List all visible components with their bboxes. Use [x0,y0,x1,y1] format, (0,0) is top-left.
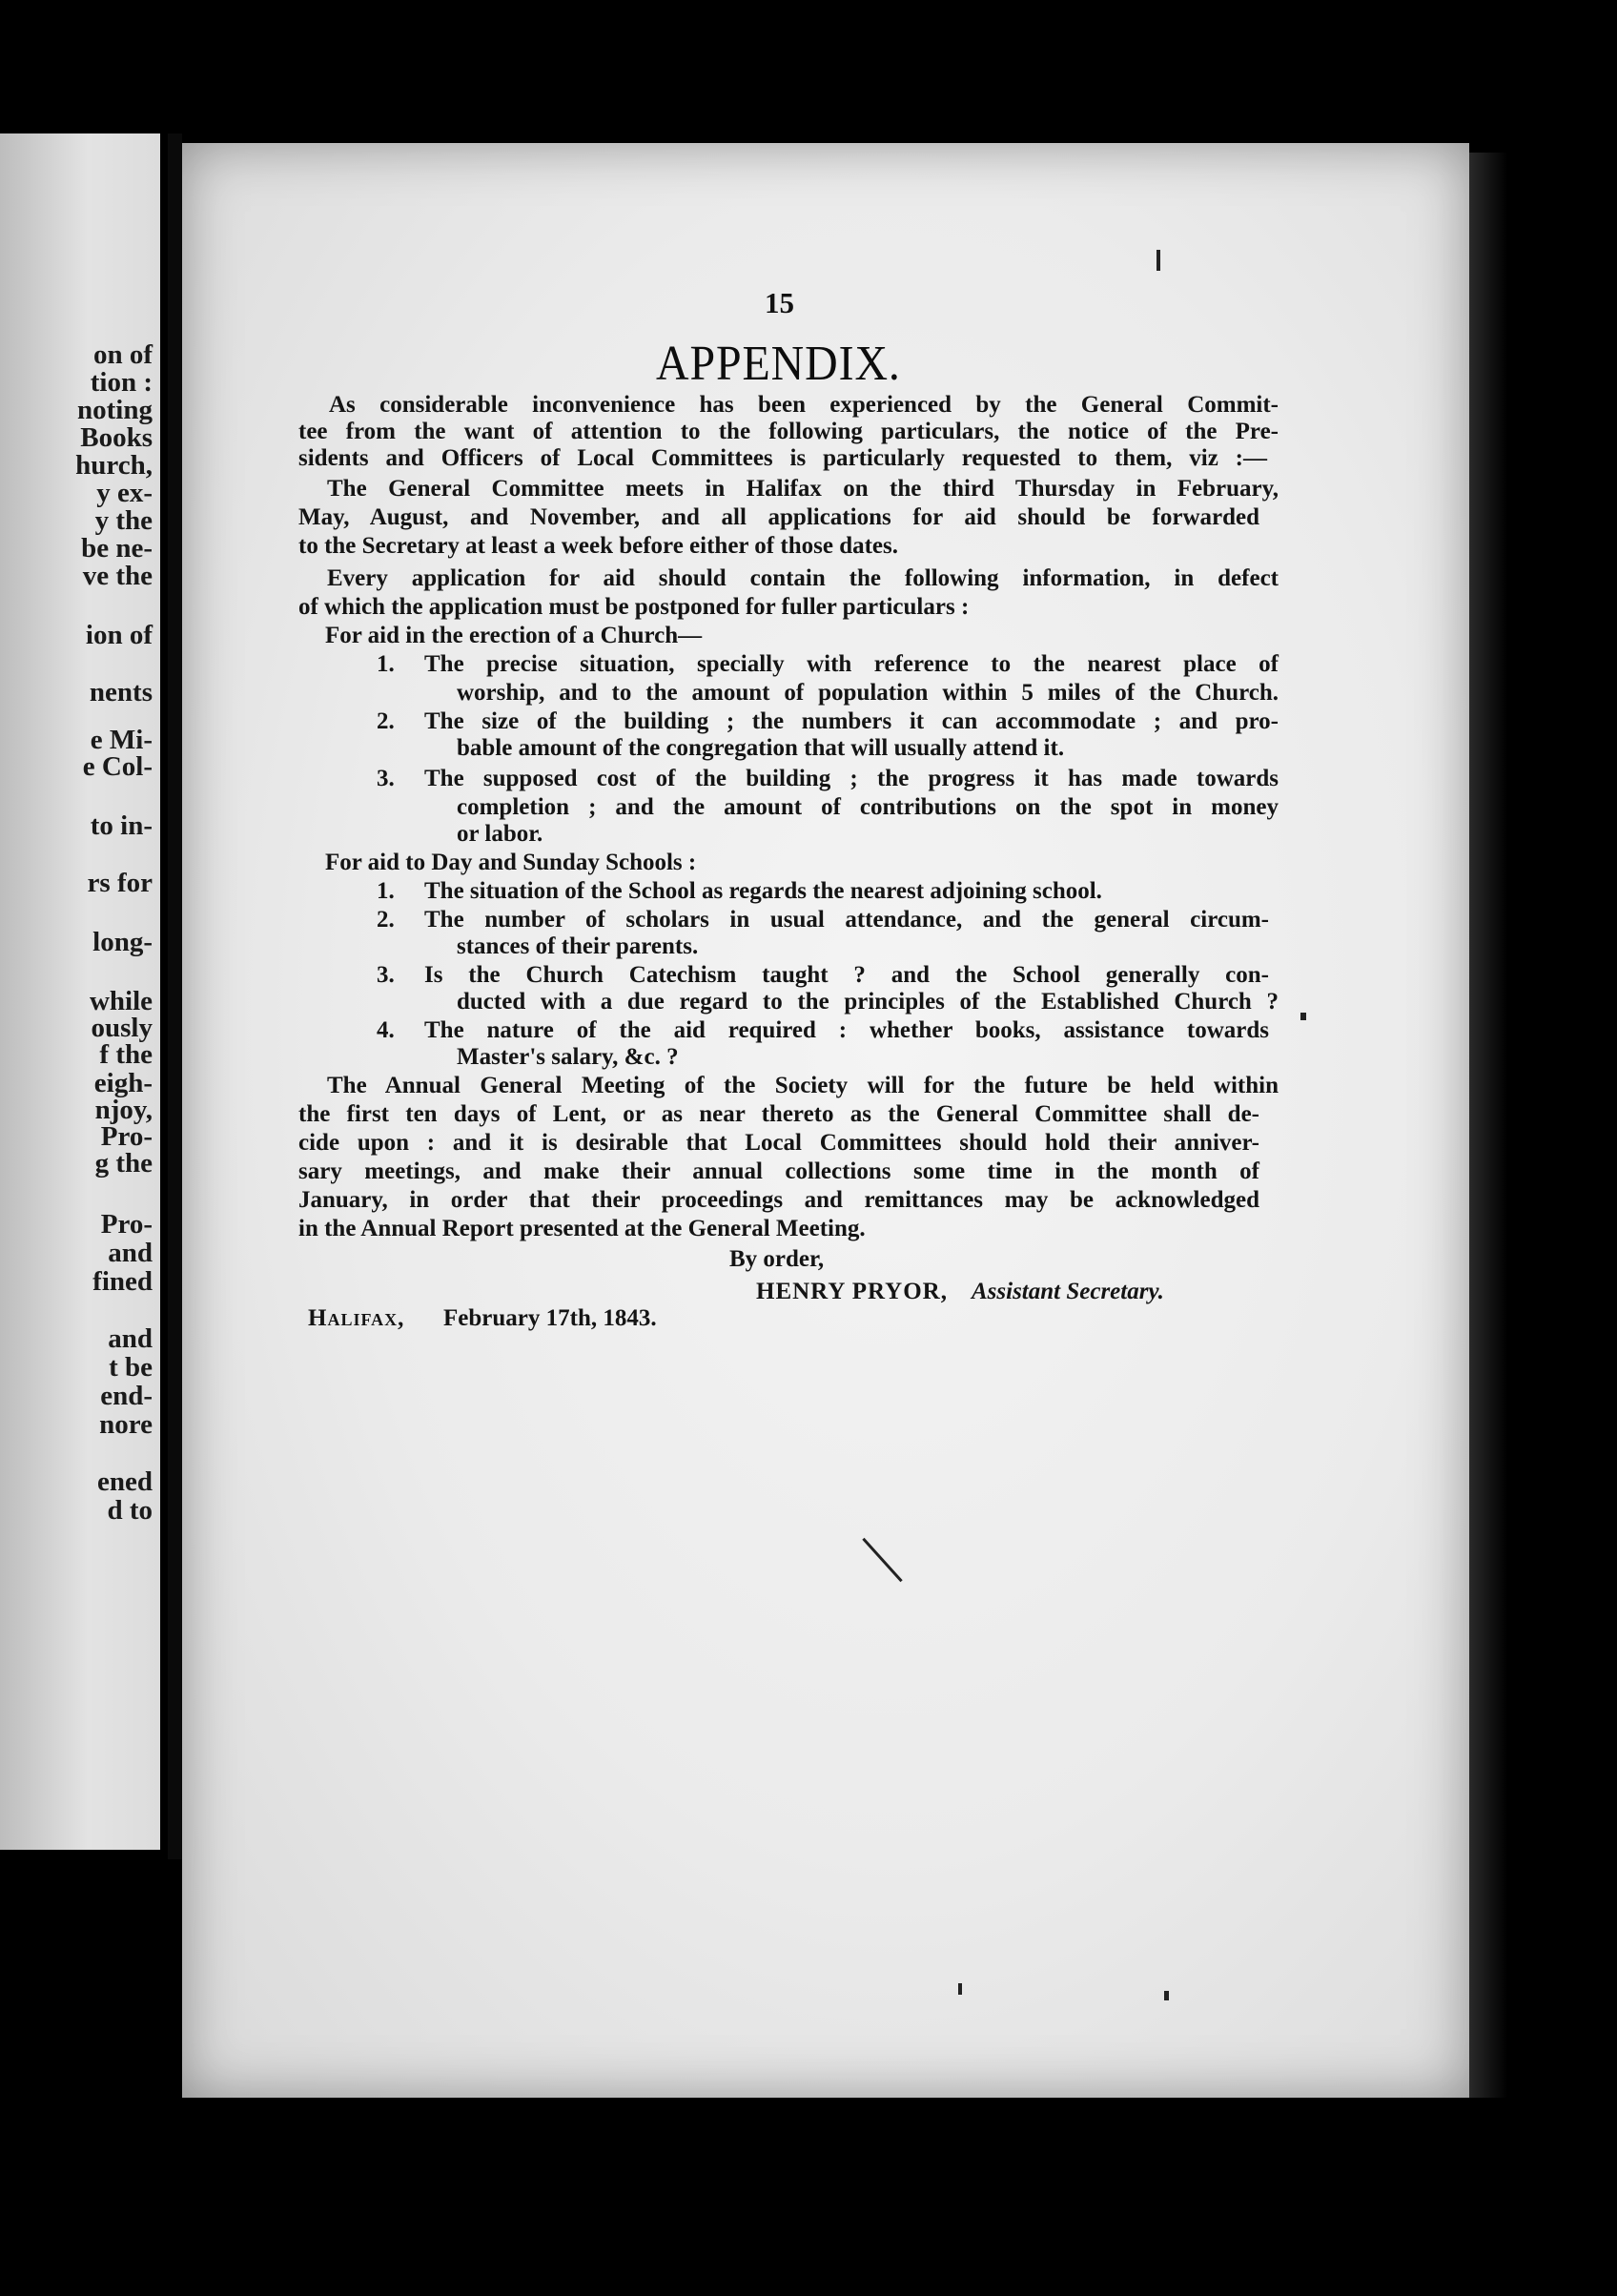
text-line: The situation of the School as regards the nearest adjoining school. [424,878,1102,904]
text-line: The Annual General Meeting of the Society will for the future be held within [327,1073,1279,1098]
text-line: Master's salary, &c. ? [457,1044,679,1070]
left-fragment: ion of [85,620,153,650]
left-fragment: f the [99,1039,153,1070]
text-line: of which the application must be postponed for fuller particulars : [298,594,970,620]
text-line: completion ; and the amount of contributions on the spot in money [457,794,1279,820]
text-line: As considerable inconvenience has been experienced by the General Commit- [329,392,1279,418]
left-fragment: e Col- [82,751,153,782]
speck [1300,1013,1306,1020]
left-fragment: rs for [87,868,153,898]
item-number: 4. [377,1017,395,1043]
left-fragment: noting [77,395,153,425]
signatory-name: HENRY PRYOR, [756,1279,948,1304]
left-fragment: e Mi- [90,725,153,755]
text-line: or labor. [457,821,543,847]
text-line: worship, and to the amount of population within 5 miles of the Church. [457,680,1279,706]
left-fragment: hurch, [75,450,153,481]
item-number: 1. [377,651,395,677]
left-fragment: y the [94,505,153,536]
left-fragment: eigh- [93,1068,153,1098]
page-title: APPENDIX. [656,337,901,391]
left-fragment: be ne- [81,533,153,564]
text-line: January, in order that their proceedings and remittances may be acknowledged [298,1187,1259,1213]
text-line: The size of the building ; the numbers it can accommodate ; and pro- [424,708,1279,734]
speck [1164,1991,1169,2000]
left-fragment: fined [92,1266,153,1297]
item-number: 3. [377,766,395,791]
text-line: ducted with a due regard to the principles of the Established Church ? [457,989,1279,1015]
gutter-rule [168,133,182,1859]
text-line: sidents and Officers of Local Committees is particularly requested to them, viz :— [298,445,1267,471]
left-fragment: to in- [90,810,153,841]
text-line: bable amount of the congregation that will usually attend it. [457,735,1065,761]
text-line: Every application for aid should contain the following information, in defect [327,565,1279,591]
by-order: By order, [729,1246,825,1272]
left-fragment: d to [107,1495,153,1526]
left-fragment: end- [100,1381,153,1411]
text-line: The General Committee meets in Halifax on the third Thursday in February, [327,476,1279,502]
left-fragment: Pro- [100,1121,153,1152]
left-fragment: ened [97,1466,153,1497]
left-fragment: and [108,1238,153,1268]
text-line: The nature of the aid required : whether books, assistance towards [424,1017,1269,1043]
left-fragment: and [108,1323,153,1354]
page-edge-shadow [1469,153,1507,2098]
text-line: cide upon : and it is desirable that Local Committees should hold their anniver- [298,1130,1259,1156]
text-line: in the Annual Report presented at the General Meeting. [298,1216,866,1241]
left-fragment: on of [92,339,153,370]
left-fragment: while [89,986,153,1016]
text-line: sary meetings, and make their annual collections some time in the month of [298,1158,1259,1184]
text-line: the first ten days of Lent, or as near thereto as the General Committee shall de- [298,1101,1259,1127]
left-fragment: g the [94,1148,153,1179]
left-fragment: Books [80,422,153,453]
item-number: 1. [377,878,395,904]
text-line: The supposed cost of the building ; the progress it has made towards [424,766,1279,791]
text-line: stances of their parents. [457,933,699,959]
text-line: tee from the want of attention to the following particulars, the notice of the Pre- [298,419,1279,444]
item-number: 2. [377,708,395,734]
item-number: 2. [377,907,395,933]
speck [958,1983,962,1995]
text-line: May, August, and November, and all applications for aid should be forwarded [298,504,1259,530]
left-fragment: ve the [82,561,153,591]
page-number: 15 [765,286,794,319]
left-fragment: long- [92,927,153,957]
left-fragment: nents [89,677,153,707]
text-line: Is the Church Catechism taught ? and the School generally con- [424,962,1269,988]
left-fragment: y ex- [96,478,153,508]
dateline-place: Halifax, [308,1305,405,1331]
left-fragment: tion : [90,367,153,398]
text-line: The number of scholars in usual attendance, and the general circum- [424,907,1269,933]
left-fragment: ously [91,1013,153,1043]
signatory-title: Assistant Secretary. [972,1279,1164,1304]
speck [1156,250,1160,271]
facing-page-edge [0,133,160,1850]
text-line: The precise situation, specially with reference to the nearest place of [424,651,1279,677]
left-fragment: t be [109,1352,153,1383]
section-heading-schools: For aid to Day and Sunday Schools : [325,850,697,875]
dateline-date: February 17th, 1843. [443,1305,657,1331]
left-fragment: njoy, [94,1095,153,1125]
section-heading-church: For aid in the erection of a Church— [325,623,703,648]
text-line: to the Secretary at least a week before either of those dates. [298,533,898,559]
left-fragment: Pro- [100,1209,153,1240]
item-number: 3. [377,962,395,988]
left-fragment: nore [99,1409,153,1440]
